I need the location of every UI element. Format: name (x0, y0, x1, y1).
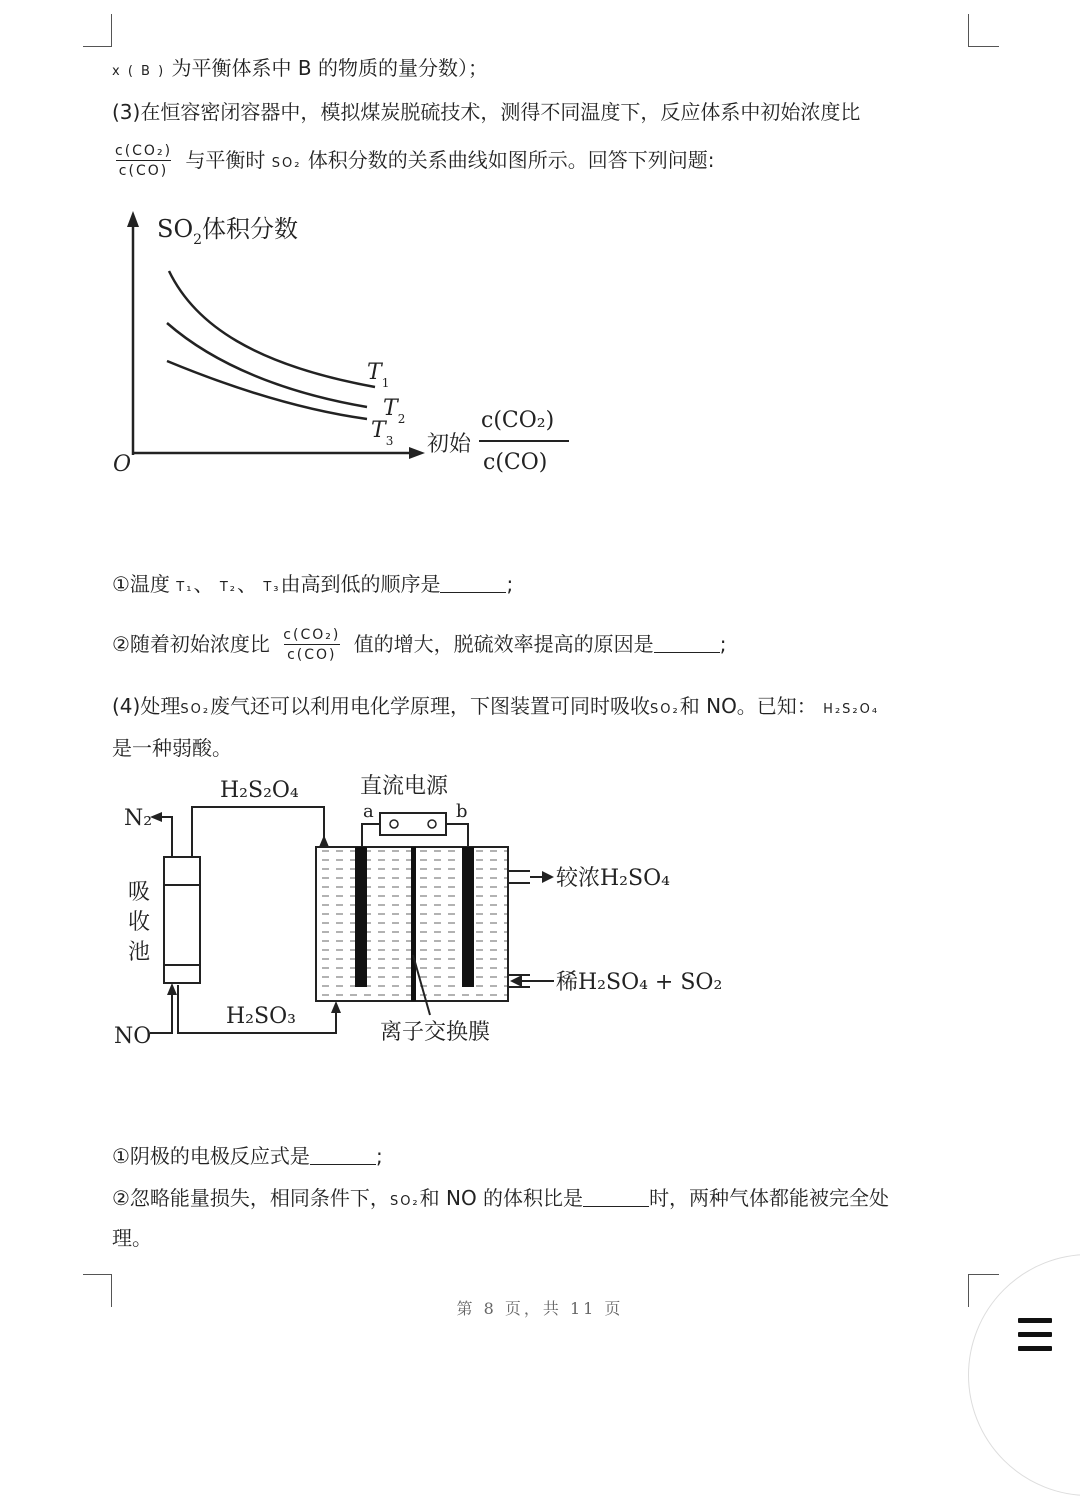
ratio-denominator: c(CO) (116, 160, 171, 181)
answer-blank-q4-2[interactable] (583, 1188, 649, 1207)
page-footer: 第 8 页，共 11 页 (456, 1299, 624, 1318)
so2-inline: SO₂ (271, 156, 302, 171)
bottom-pipe-arrow-tank (331, 1001, 341, 1013)
q4-so2: SO₂ (180, 702, 211, 717)
separator-1: 、 (193, 572, 214, 596)
wire-b (446, 824, 468, 847)
h2s2o4-label: H₂S₂O₄ (220, 778, 299, 803)
q4-2-end: 理。 (112, 1226, 152, 1250)
q4-1-question: ①阴极的电极反应式是 (112, 1144, 310, 1168)
temp-t1: T₁ (176, 580, 194, 595)
x-axis-label-prefix: 初始 (427, 432, 472, 457)
question-4-1 (112, 1142, 383, 1170)
dilute-h2so4-so2-label: 稀H₂SO₄ + SO₂ (556, 970, 723, 995)
y-axis-arrow (127, 211, 139, 227)
electrode-a (355, 847, 367, 987)
no-inlet-arrow (167, 983, 177, 995)
answer-blank-q3-2[interactable] (654, 634, 720, 653)
question-4-2 (112, 1184, 889, 1216)
curve-t2 (167, 323, 367, 407)
top-pipe (192, 807, 324, 857)
q4-weak-acid: 是一种弱酸。 (112, 736, 232, 760)
question-3-text2: 与平衡时 (185, 148, 266, 172)
question-3-fraction-line (112, 142, 715, 181)
answer-blank-q3-1[interactable] (440, 574, 506, 593)
question-3-text: (3)在恒容密闭容器中，模拟煤炭脱硫技术，测得不同温度下，反应体系中初始浓度比 (112, 100, 861, 124)
terminal-a-label: a (363, 801, 374, 822)
ion-exchange-membrane (411, 847, 416, 1001)
curve-t1 (169, 271, 375, 387)
q3-2-denominator: c(CO) (284, 644, 339, 665)
power-supply-label: 直流电源 (360, 774, 449, 799)
q4-acid: H₂S₂O₄ (823, 702, 880, 717)
absorber-char-3: 池 (128, 940, 151, 965)
xb-symbol: x ( B ) (112, 64, 166, 79)
absorber-char-2: 收 (128, 910, 151, 935)
absorber-char-1: 吸 (128, 880, 151, 905)
outlet-arrow (542, 871, 554, 883)
xb-definition-text: 为平衡体系中 B 的物质的量分数）； (171, 56, 488, 80)
line-xb-definition (112, 54, 488, 86)
q3-1-question: 由高到低的顺序是 (280, 572, 441, 596)
crop-mark-top-left (83, 14, 112, 47)
origin-label: O (113, 452, 132, 477)
n2-label: N₂ (124, 806, 153, 831)
question-3-2 (112, 626, 726, 665)
q4-1-end: ; (375, 1144, 383, 1168)
q4-2-prefix: ②忽略能量损失，相同条件下， (112, 1186, 390, 1210)
concentrated-h2so4-label: 较浓H₂SO₄ (556, 866, 670, 891)
curve-label-t3: $T_3$ (371, 418, 394, 448)
electrode-b (462, 847, 474, 987)
q4-so2b: SO₂ (650, 702, 680, 717)
question-3-intro (112, 98, 860, 126)
membrane-label: 离子交换膜 (380, 1020, 491, 1045)
no-label: NO (114, 1024, 152, 1049)
x-axis-label-numerator: c(CO₂) (481, 408, 555, 433)
so2-fraction-graph (105, 205, 585, 490)
question-4-intro (112, 692, 879, 724)
y-axis-label: $SO_2$体积分数 (157, 215, 299, 248)
top-pipe-arrow (319, 835, 329, 847)
terminal-b-label: b (456, 801, 468, 822)
question-3-text3: 体积分数的关系曲线如图所示。回答下列问题: (307, 148, 715, 172)
curve-label-t2: $T_2$ (383, 396, 406, 426)
q4-2-so2: SO₂ (389, 1194, 420, 1209)
separator-2: 、 (236, 572, 257, 596)
temp-t2: T₂ (219, 580, 237, 595)
q3-2-numerator: c(CO₂) (283, 627, 341, 643)
q3-2-fraction (280, 626, 343, 665)
q4-2-mid: 和 NO 的体积比是 (419, 1186, 584, 1210)
q3-1-end: ; (506, 572, 514, 596)
answer-blank-q4-1[interactable] (310, 1146, 376, 1165)
h2so3-label: H₂SO₃ (226, 1004, 296, 1029)
q3-2-prefix: ②随着初始浓度比 (112, 632, 270, 656)
inlet-arrow (510, 975, 522, 987)
q3-2-question: 值的增大，脱硫效率提高的原因是 (353, 632, 654, 656)
n2-outlet-line (156, 817, 172, 857)
electrolysis-diagram (110, 765, 730, 1065)
curve-label-t1: $T_1$ (367, 360, 390, 390)
menu-icon[interactable] (1018, 1318, 1052, 1360)
temp-t3: T₃ (263, 580, 281, 595)
question-3-1 (112, 570, 513, 602)
q3-1-prefix: ①温度 (112, 572, 170, 596)
question-4-2-line2 (112, 1224, 152, 1252)
wire-a (362, 824, 380, 847)
concentration-ratio-fraction (112, 142, 175, 181)
crop-mark-top-right (968, 14, 999, 47)
q4-known: 和 NO。已知： (679, 694, 817, 718)
curve-t3 (167, 361, 367, 419)
x-axis-arrow (409, 447, 425, 459)
q3-2-end: ; (719, 632, 727, 656)
x-axis-label-denominator: c(CO) (483, 450, 548, 475)
q4-prefix: (4)处理 (112, 694, 181, 718)
ratio-numerator: c(CO₂) (115, 143, 173, 159)
question-4-line2 (112, 734, 232, 762)
q4-2-post: 时，两种气体都能被完全处 (649, 1186, 890, 1210)
q4-mid: 废气还可以利用电化学原理，下图装置可同时吸收 (210, 694, 651, 718)
